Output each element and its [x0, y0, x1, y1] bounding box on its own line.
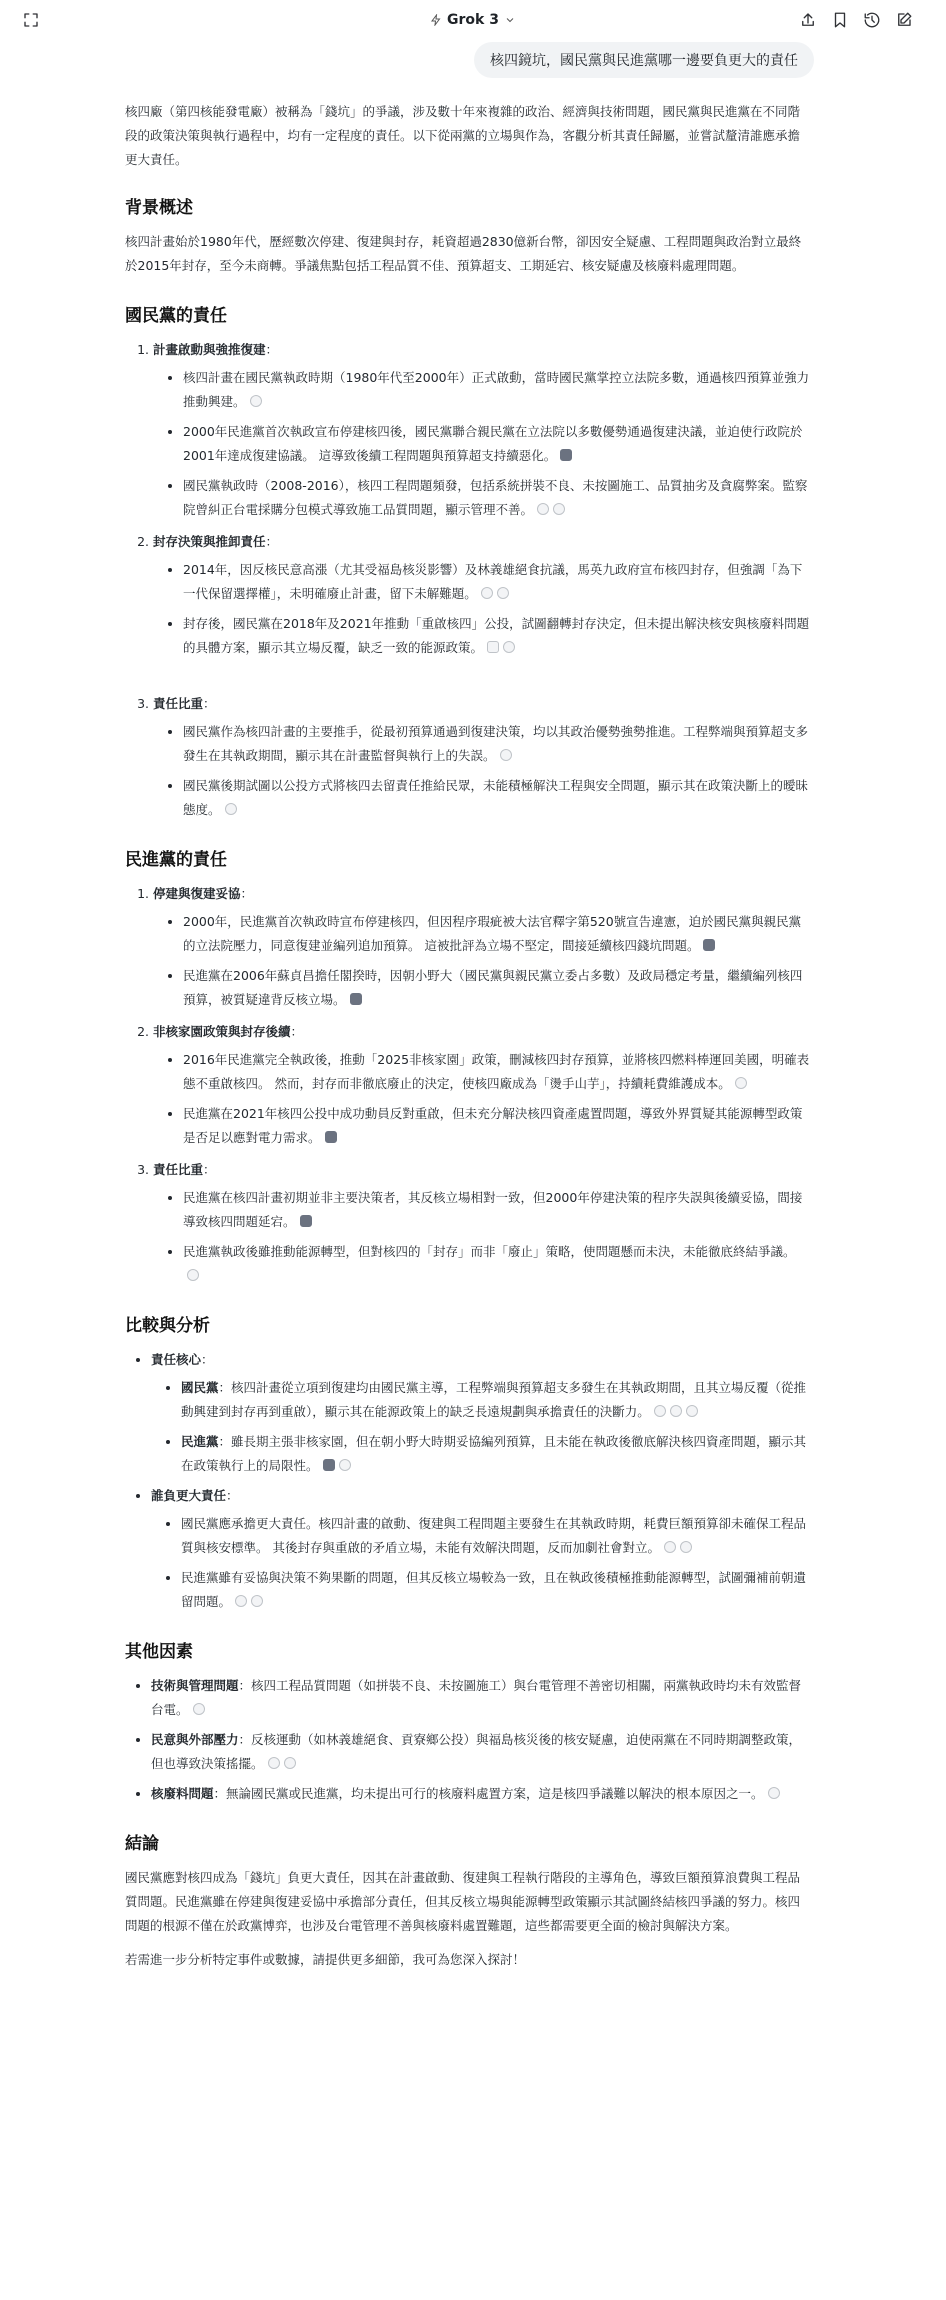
section-heading-kmt: 國民黨的責任 — [125, 306, 227, 326]
bookmark-icon[interactable] — [829, 9, 851, 31]
source-icon[interactable] — [187, 1269, 199, 1281]
list-item: • 國民黨執政時（2008-2016），核四工程問題頻發，包括系統拼裝不良、未按圖施工、品質抽劣及貪腐弊案。監察院曾糾正台電採購分包模式導致施工品質問題，顯示管理不善。 — [183, 474, 811, 522]
source-icon[interactable] — [537, 503, 549, 515]
source-icon[interactable] — [323, 1459, 335, 1471]
model-name: Grok 3 — [447, 12, 499, 28]
list-item: • 民進黨在核四計畫初期並非主要決策者，其反核立場相對一致，但2000年停建決策的程序失誤與後續妥協，間接導致核四問題延宕。 — [183, 1186, 811, 1234]
list-item: • 國民黨：核四計畫從立項到復建均由國民黨主導，工程弊端與預算超支多發生在其執政期間，且其立場反覆（從推動興建到封存再到重啟），顯示其在能源政策上的缺乏長遠規劃與承擔責任的決斷力。 — [181, 1376, 811, 1424]
source-icon[interactable] — [251, 1595, 263, 1607]
source-icon[interactable] — [481, 587, 493, 599]
source-icon[interactable] — [497, 587, 509, 599]
chevron-down-icon — [504, 14, 516, 26]
list-item: • 2000年民進黨首次執政宣布停建核四後，國民黨聯合親民黨在立法院以多數優勢通過復建決議，並迫使行政院於2001年達成復建協議。 這導致後續工程問題與預算超支持續惡化。 — [183, 420, 811, 468]
history-icon[interactable] — [861, 9, 883, 31]
user-message-bubble — [474, 42, 814, 78]
background-paragraph: 核四計畫始於1980年代，歷經數次停建、復建與封存，耗資超過2830億新台幣，卻因安全疑慮、工程問題與政治對立最終於2015年封存，至今未商轉。爭議焦點包括工程品質不佳、預算超支、工期延宕、核安疑慮及核廢料處理問題。 — [125, 234, 802, 273]
source-icon[interactable] — [670, 1405, 682, 1417]
kmt-subheading-3: 責任比重 — [153, 696, 204, 711]
kmt-subheading-2: 封存決策與推卸責任 — [153, 534, 266, 549]
source-icon[interactable] — [703, 939, 715, 951]
source-icon[interactable] — [325, 1131, 337, 1143]
list-item: • 2016年民進黨完全執政後，推動「2025非核家園」政策，刪減核四封存預算，並將核四燃料棒運回美國，明確表態不重啟核四。 然而，封存而非徹底廢止的決定，使核四廠成為「燙手山芋」，持續耗費維護成本。 — [183, 1048, 811, 1096]
list-item: • 國民黨作為核四計畫的主要推手，從最初預算通過到復建決策，均以其政治優勢強勢推進。工程弊端與預算超支多發生在其執政期間，顯示其在計畫監督與執行上的失誤。 — [183, 720, 811, 768]
list-item: • 國民黨應承擔更大責任。核四計畫的啟動、復建與工程問題主要發生在其執政時期，耗費巨額預算卻未確保工程品質與核安標準。 其後封存與重啟的矛盾立場，未能有效解決問題，反而加劇社會對立。 — [181, 1512, 811, 1560]
dpp-subheading-2: 非核家園政策與封存後續 — [153, 1024, 291, 1039]
source-icon[interactable] — [686, 1405, 698, 1417]
list-item: • 封存後，國民黨在2018年及2021年推動「重啟核四」公投，試圖翻轉封存決定，但未提出解決核安與核廢料問題的具體方案，顯示其立場反覆，缺乏一致的能源政策。 — [183, 612, 811, 660]
source-icon[interactable] — [300, 1215, 312, 1227]
source-icon[interactable] — [680, 1541, 692, 1553]
comparison-point-2: • 誰負更大責任： • 國民黨應承擔更大責任。核四計畫的啟動、復建與工程問題主要發生在其執政時期，耗費巨額預算卻未確保工程品質與核安標準。 其後封存與重啟的矛盾立場，未能有效解決問題，反而加劇社會對立。 • 民進黨雖有妥協與決策不夠果斷的問題，但其反核立場較為一致，且在執政後積極推動能源轉型，試圖彌補前朝遺留問題。 — [151, 1484, 811, 1614]
section-heading-background: 背景概述 — [125, 198, 193, 218]
source-icon[interactable] — [503, 641, 515, 653]
section-heading-dpp: 民進黨的責任 — [125, 850, 227, 870]
comparison-list — [125, 1348, 811, 1614]
dpp-subheading-3: 責任比重 — [153, 1162, 204, 1177]
source-icon[interactable] — [487, 641, 499, 653]
model-selector[interactable] — [430, 8, 516, 32]
list-item: • 核四計畫在國民黨執政時期（1980年代至2000年）正式啟動，當時國民黨掌控立法院多數，通過核四預算並強力推動興建。 — [183, 366, 811, 414]
list-item: • 民進黨執政後雖推動能源轉型，但對核四的「封存」而非「廢止」策略，使問題懸而未決，未能徹底終結爭議。 — [183, 1240, 811, 1288]
closing-paragraph: 若需進一步分析特定事件或數據，請提供更多細節，我可為您深入探討！ — [125, 1952, 526, 1967]
list-item: • 國民黨後期試圖以公投方式將核四去留責任推給民眾，未能積極解決工程與安全問題，顯示其在政策決斷上的曖昧態度。 — [183, 774, 811, 822]
source-icon[interactable] — [664, 1541, 676, 1553]
section-heading-comparison: 比較與分析 — [125, 1316, 210, 1336]
source-icon[interactable] — [235, 1595, 247, 1607]
dpp-item-3: 3. 責任比重： • 民進黨在核四計畫初期並非主要決策者，其反核立場相對一致，但2000年停建決策的程序失誤與後續妥協，間接導致核四問題延宕。 • 民進黨執政後雖推動能源轉型，但對核四的「封存」而非「廢止」策略，使問題懸而未決，未能徹底終結爭議。 — [153, 1158, 811, 1288]
kmt-item-1: 1. 計畫啟動與強推復建： • 核四計畫在國民黨執政時期（1980年代至2000年）正式啟動，當時國民黨掌控立法院多數，通過核四預算並強力推動興建。 • 2000年民進黨首次執政宣布停建核四後，國民黨聯合親民黨在立法院以多數優勢通過復建決議，並迫使行政院於2001年達成復建協議。 這導致後續工程問題與預算超支持續惡化。 • 國民黨執政時（2008-2016），核四工程問題頻發，包括系統拼裝不良、未按圖施工、品質抽劣及貪腐弊案。監察院曾糾正台電採購分包模式導致施工品質問題，顯示管理不善。 — [153, 338, 811, 522]
source-icon[interactable] — [225, 803, 237, 815]
source-icon[interactable] — [553, 503, 565, 515]
source-icon[interactable] — [654, 1405, 666, 1417]
list-item: • 2014年，因反核民意高漲（尤其受福島核災影響）及林義雄絕食抗議，馬英九政府宣布核四封存，但強調「為下一代保留選擇權」，未明確廢止計畫，留下未解難題。 — [183, 558, 811, 606]
dpp-item-2: 2. 非核家園政策與封存後續： • 2016年民進黨完全執政後，推動「2025非核家園」政策，刪減核四封存預算，並將核四燃料棒運回美國，明確表態不重啟核四。 然而，封存而非徹底廢止的決定，使核四廠成為「燙手山芋」，持續耗費維護成本。 • 民進黨在2021年核四公投中成功動員反對重啟，但未充分解決核四資產處置問題，導致外界質疑其能源轉型政策是否足以應對電力需求。 — [153, 1020, 811, 1150]
link-icon[interactable] — [250, 395, 262, 407]
list-item: • 民意與外部壓力：反核運動（如林義雄絕食、貢寮鄉公投）與福島核災後的核安疑慮，迫使兩黨在不同時期調整政策，但也導致決策搖擺。 — [151, 1728, 811, 1776]
intro-paragraph: 核四廠（第四核能發電廠）被稱為「錢坑」的爭議，涉及數十年來複雜的政治、經濟與技術問題，國民黨與民進黨在不同階段的政策決策與執行過程中，均有一定程度的責任。以下從兩黨的立場與作為，客觀分析其責任歸屬，並嘗試釐清誰應承擔更大責任。 — [125, 104, 801, 167]
section-heading-conclusion: 結論 — [125, 1834, 159, 1854]
list-item: • 技術與管理問題：核四工程品質問題（如拼裝不良、未按圖施工）與台電管理不善密切相關，兩黨執政時均未有效監督台電。 — [151, 1674, 811, 1722]
kmt-subheading-1: 計畫啟動與強推復建 — [153, 342, 266, 357]
kmt-item-2: 2. 封存決策與推卸責任： • 2014年，因反核民意高漲（尤其受福島核災影響）及林義雄絕食抗議，馬英九政府宣布核四封存，但強調「為下一代保留選擇權」，未明確廢止計畫，留下未解難題。 • 封存後，國民黨在2018年及2021年推動「重啟核四」公投，試圖翻轉封存決定，但未提出解決核安與核廢料問題的具體方案，顯示其立場反覆，缺乏一致的能源政策。 — [153, 530, 811, 684]
list-item: • 民進黨雖有妥協與決策不夠果斷的問題，但其反核立場較為一致，且在執政後積極推動能源轉型，試圖彌補前朝遺留問題。 — [181, 1566, 811, 1614]
source-icon[interactable] — [735, 1077, 747, 1089]
dpp-subheading-1: 停建與復建妥協 — [153, 886, 241, 901]
source-icon[interactable] — [268, 1757, 280, 1769]
list-item: • 核廢料問題：無論國民黨或民進黨，均未提出可行的核廢料處置方案，這是核四爭議難以解決的根本原因之一。 — [151, 1782, 811, 1806]
source-icon[interactable] — [560, 449, 572, 461]
expand-icon[interactable] — [20, 9, 42, 31]
source-icon[interactable] — [339, 1459, 351, 1471]
list-item: • 民進黨在2006年蘇貞昌擔任閣揆時，因朝小野大（國民黨與親民黨立委占多數）及政局穩定考量，繼續編列核四預算，被質疑違背反核立場。 — [183, 964, 811, 1012]
other-factors-list — [125, 1674, 811, 1806]
user-message-text: 核四鏡坑，國民黨與民進黨哪一邊要負更大的責任 — [490, 53, 798, 69]
list-item: • 2000年，民進黨首次執政時宣布停建核四，但因程序瑕疵被大法官釋字第520號宣告違憲，迫於國民黨與親民黨的立法院壓力，同意復建並編列追加預算。 這被批評為立場不堅定，間接延續核四錢坑問題。 — [183, 910, 811, 958]
source-icon[interactable] — [500, 749, 512, 761]
dpp-item-1: 1. 停建與復建妥協： • 2000年，民進黨首次執政時宣布停建核四，但因程序瑕疵被大法官釋字第520號宣告違憲，迫於國民黨與親民黨的立法院壓力，同意復建並編列追加預算。 這被批評為立場不堅定，間接延續核四錢坑問題。 • 民進黨在2006年蘇貞昌擔任閣揆時，因朝小野大（國民黨與親民黨立委占多數）及政局穩定考量，繼續編列核四預算，被質疑違背反核立場。 — [153, 882, 811, 1012]
bolt-icon — [430, 14, 442, 26]
assistant-answer — [125, 100, 811, 1982]
section-heading-other: 其他因素 — [125, 1642, 193, 1662]
dpp-list — [125, 882, 811, 1288]
top-bar — [0, 0, 946, 40]
list-item: • 民進黨：雖長期主張非核家園，但在朝小野大時期妥協編列預算，且未能在執政後徹底解決核四資產問題，顯示其在政策執行上的局限性。 — [181, 1430, 811, 1478]
source-icon[interactable] — [284, 1757, 296, 1769]
kmt-item-3: 3. 責任比重： • 國民黨作為核四計畫的主要推手，從最初預算通過到復建決策，均以其政治優勢強勢推進。工程弊端與預算超支多發生在其執政期間，顯示其在計畫監督與執行上的失誤。 • 國民黨後期試圖以公投方式將核四去留責任推給民眾，未能積極解決工程與安全問題，顯示其在政策決斷上的曖昧態度。 — [153, 692, 811, 822]
source-icon[interactable] — [768, 1787, 780, 1799]
new-chat-icon[interactable] — [893, 9, 915, 31]
list-item: • 民進黨在2021年核四公投中成功動員反對重啟，但未充分解決核四資產處置問題，導致外界質疑其能源轉型政策是否足以應對電力需求。 — [183, 1102, 811, 1150]
source-icon[interactable] — [193, 1703, 205, 1715]
kmt-list — [125, 338, 811, 822]
share-icon[interactable] — [797, 9, 819, 31]
comparison-point-1: • 責任核心： • 國民黨：核四計畫從立項到復建均由國民黨主導，工程弊端與預算超支多發生在其執政期間，且其立場反覆（從推動興建到封存再到重啟），顯示其在能源政策上的缺乏長遠規劃與承擔責任的決斷力。 • 民進黨：雖長期主張非核家園，但在朝小野大時期妥協編列預算，且未能在執政後徹底解決核四資產問題，顯示其在政策執行上的局限性。 — [151, 1348, 811, 1478]
conclusion-paragraph: 國民黨應對核四成為「錢坑」負更大責任，因其在計畫啟動、復建與工程執行階段的主導角色，導致巨額預算浪費與工程品質問題。民進黨雖在停建與復建妥協中承擔部分責任，但其反核立場與能源轉型政策顯示其試圖終結核四爭議的努力。核四問題的根源不僅在於政黨博弈，也涉及台電管理不善與核廢料處置難題，這些都需要更全面的檢討與解決方案。 — [125, 1870, 801, 1933]
source-icon[interactable] — [350, 993, 362, 1005]
